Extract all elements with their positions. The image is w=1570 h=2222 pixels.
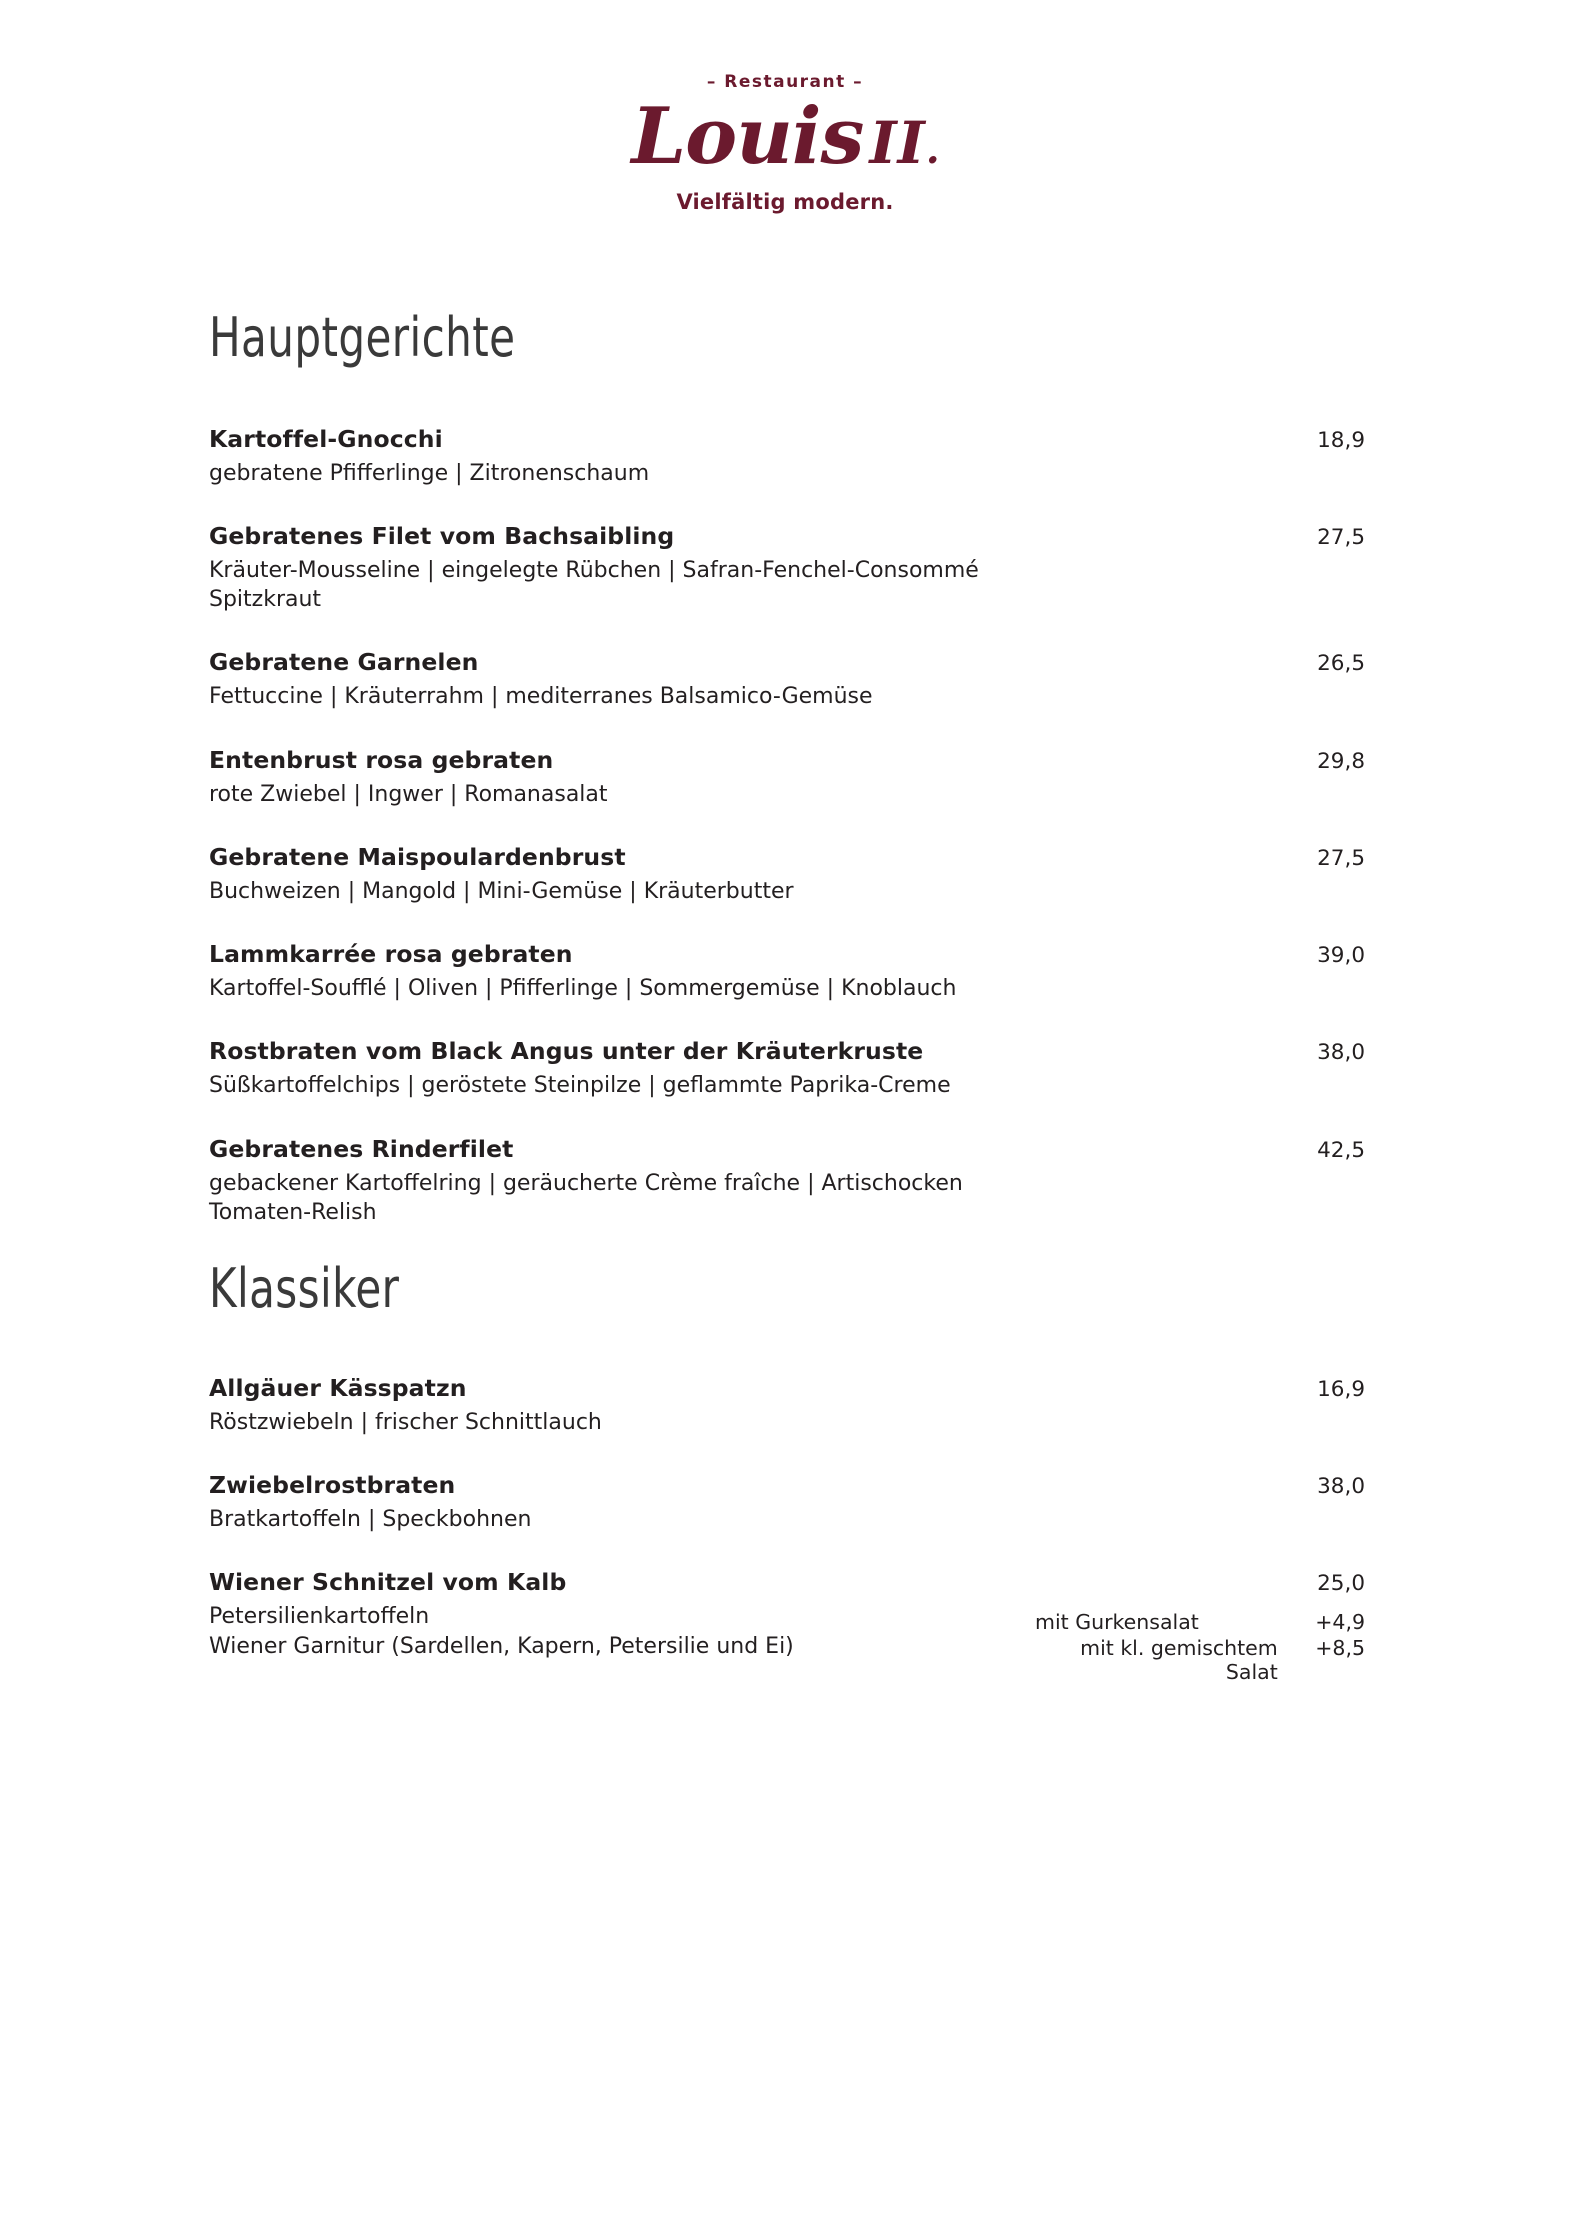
item-options bbox=[1035, 1608, 1365, 1684]
menu-list-klassiker bbox=[209, 1373, 1365, 1685]
restaurant-logo bbox=[0, 0, 1570, 214]
logo-numeral: II bbox=[869, 109, 926, 177]
item-description-line: Spitzkraut bbox=[209, 587, 322, 613]
item-description bbox=[209, 780, 1365, 809]
menu-item bbox=[209, 1568, 1365, 1685]
menu-list-hauptgerichte bbox=[209, 425, 1365, 1228]
item-description bbox=[209, 556, 1365, 615]
item-description-line: Wiener Garnitur (Sardellen, Kapern, Petersilie und Ei) bbox=[209, 1633, 794, 1659]
section-title-klassiker: Klassiker bbox=[209, 1257, 400, 1321]
item-name: Rostbraten vom Black Angus unter der Kräuterkruste bbox=[209, 1037, 924, 1066]
item-price: 39,0 bbox=[1317, 943, 1365, 969]
item-price: 26,5 bbox=[1317, 651, 1365, 677]
menu-item bbox=[209, 1037, 1365, 1100]
item-price: 16,9 bbox=[1317, 1376, 1365, 1402]
logo-wordmark bbox=[0, 91, 1570, 182]
item-description-line: Süßkartoffelchips | geröstete Steinpilze | geflammte Paprika-Creme bbox=[209, 1073, 951, 1099]
item-option-label: mit Gurkensalat bbox=[1035, 1610, 1199, 1635]
menu-item bbox=[209, 843, 1365, 906]
menu-item bbox=[209, 522, 1365, 615]
item-name: Wiener Schnitzel vom Kalb bbox=[209, 1568, 567, 1597]
logo-tagline: Vielfältig modern. bbox=[676, 190, 894, 214]
logo-dot: . bbox=[925, 126, 939, 173]
item-description-line: Tomaten-Relish bbox=[209, 1199, 377, 1225]
menu-item bbox=[209, 940, 1365, 1003]
item-description bbox=[209, 682, 1365, 711]
item-description bbox=[209, 1169, 1365, 1228]
logo-name: Louis bbox=[631, 91, 864, 182]
item-name: Zwiebelrostbraten bbox=[209, 1471, 456, 1500]
item-description bbox=[209, 1505, 1365, 1534]
item-description-line: gebratene Pfifferlinge | Zitronenschaum bbox=[209, 460, 650, 486]
item-description bbox=[209, 459, 1365, 488]
item-option-price: +4,9 bbox=[1315, 1610, 1365, 1635]
item-description-line: gebackener Kartoffelring | geräucherte Crème fraîche | Artischocken bbox=[209, 1170, 963, 1196]
item-price: 27,5 bbox=[1317, 524, 1365, 550]
item-name: Entenbrust rosa gebraten bbox=[209, 745, 554, 774]
item-description-line: Petersilienkartoffeln bbox=[209, 1604, 430, 1630]
item-description bbox=[209, 1408, 1365, 1437]
item-name: Kartoffel-Gnocchi bbox=[209, 424, 443, 453]
item-price: 18,9 bbox=[1317, 427, 1365, 453]
item-option-price: +8,5 bbox=[1315, 1636, 1365, 1661]
logo-kicker: – Restaurant – bbox=[706, 72, 864, 92]
item-description bbox=[209, 974, 1365, 1003]
item-description-line: Kartoffel-Soufflé | Oliven | Pfifferlinge | Sommergemüse | Knoblauch bbox=[209, 976, 957, 1002]
item-price: 38,0 bbox=[1317, 1474, 1365, 1500]
item-description bbox=[209, 877, 1365, 906]
item-description-line: Buchweizen | Mangold | Mini-Gemüse | Kräuterbutter bbox=[209, 878, 794, 904]
item-name: Gebratene Maispoulardenbrust bbox=[209, 842, 626, 871]
item-description-line: Fettuccine | Kräuterrahm | mediterranes Balsamico-Gemüse bbox=[209, 684, 873, 710]
item-price: 42,5 bbox=[1317, 1137, 1365, 1163]
menu-item bbox=[209, 648, 1365, 711]
item-price: 38,0 bbox=[1317, 1040, 1365, 1066]
item-description-line: rote Zwiebel | Ingwer | Romanasalat bbox=[209, 781, 608, 807]
item-name: Allgäuer Kässpatzn bbox=[209, 1373, 467, 1402]
item-price: 29,8 bbox=[1317, 748, 1365, 774]
item-description-line: Kräuter-Mousseline | eingelegte Rübchen | Safran-Fenchel-Consommé bbox=[209, 557, 979, 583]
item-price: 27,5 bbox=[1317, 845, 1365, 871]
item-name: Gebratene Garnelen bbox=[209, 648, 479, 677]
item-name: Gebratenes Filet vom Bachsaibling bbox=[209, 521, 675, 550]
item-description-line: Bratkartoffeln | Speckbohnen bbox=[209, 1507, 532, 1533]
item-description-line: Röstzwiebeln | frischer Schnittlauch bbox=[209, 1409, 602, 1435]
menu-item bbox=[209, 1374, 1365, 1437]
menu-content bbox=[205, 306, 1365, 1685]
item-name: Lammkarrée rosa gebraten bbox=[209, 940, 573, 969]
item-option-label: mit kl. gemischtem Salat bbox=[1080, 1636, 1278, 1685]
section-title-hauptgerichte: Hauptgerichte bbox=[209, 306, 516, 369]
item-description bbox=[209, 1071, 1365, 1100]
menu-item bbox=[209, 1135, 1365, 1228]
item-name: Gebratenes Rinderfilet bbox=[209, 1134, 514, 1163]
item-price: 25,0 bbox=[1317, 1571, 1365, 1597]
menu-item bbox=[209, 746, 1365, 809]
item-option bbox=[1035, 1610, 1365, 1634]
item-option bbox=[1035, 1636, 1365, 1684]
menu-item bbox=[209, 1471, 1365, 1534]
menu-item bbox=[209, 425, 1365, 488]
